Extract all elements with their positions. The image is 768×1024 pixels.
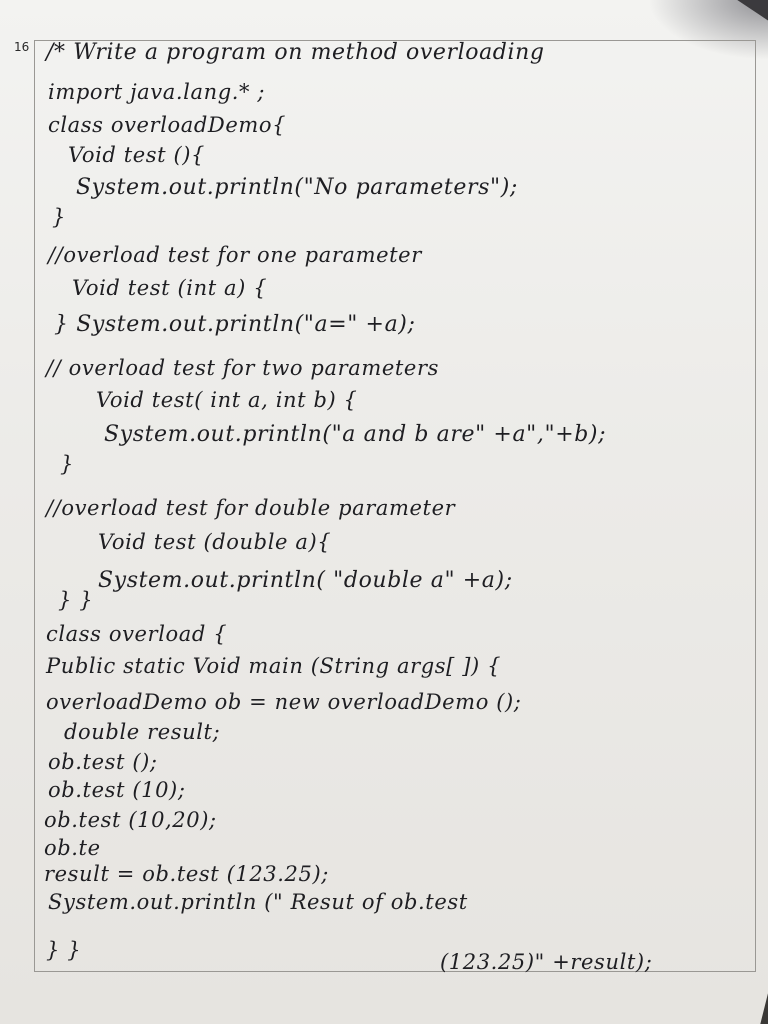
code-line-13: } — [60, 452, 74, 476]
code-line-8: Void test (int a) { — [72, 276, 268, 300]
code-line-28: (123.25)" +result); — [440, 950, 653, 974]
code-line-17: } } — [58, 588, 94, 612]
code-line-19: Public static Void main (String args[ ]) { — [46, 654, 502, 678]
code-line-20: overloadDemo ob = new overloadDemo (); — [46, 690, 522, 714]
code-line-6: } — [52, 205, 66, 229]
code-line-11: Void test( int a, int b) { — [96, 388, 358, 412]
code-line-21: double result; — [64, 720, 221, 744]
code-line-26: result = ob.test (123.25); — [44, 862, 329, 886]
code-line-15: Void test (double a){ — [98, 530, 332, 554]
code-line-29: } } — [46, 938, 82, 962]
code-line-16: System.out.println( "double a" +a); — [98, 568, 513, 593]
code-line-5: System.out.println("No parameters"); — [76, 175, 518, 200]
code-line-9: } System.out.println("a=" +a); — [54, 312, 416, 337]
code-line-25: ob.te — [44, 836, 101, 860]
code-line-23: ob.test (10); — [48, 778, 186, 802]
code-line-3: class overloadDemo{ — [48, 113, 287, 137]
code-line-24: ob.test (10,20); — [44, 808, 217, 832]
code-line-2: import java.lang.* ; — [48, 80, 266, 104]
code-line-10: // overload test for two parameters — [46, 356, 439, 380]
page-number: 16 — [14, 40, 30, 54]
code-line-7: //overload test for one parameter — [48, 243, 422, 267]
code-line-12: System.out.println("a and b are" +a","+b); — [104, 422, 607, 447]
code-line-22: ob.test (); — [48, 750, 158, 774]
code-line-18: class overload { — [46, 622, 228, 646]
code-line-4: Void test (){ — [68, 143, 206, 167]
code-line-14: //overload test for double parameter — [46, 496, 456, 520]
code-line-27: System.out.println (" Resut of ob.test — [48, 890, 468, 914]
code-line-1: /* Write a program on method overloading — [46, 40, 545, 65]
